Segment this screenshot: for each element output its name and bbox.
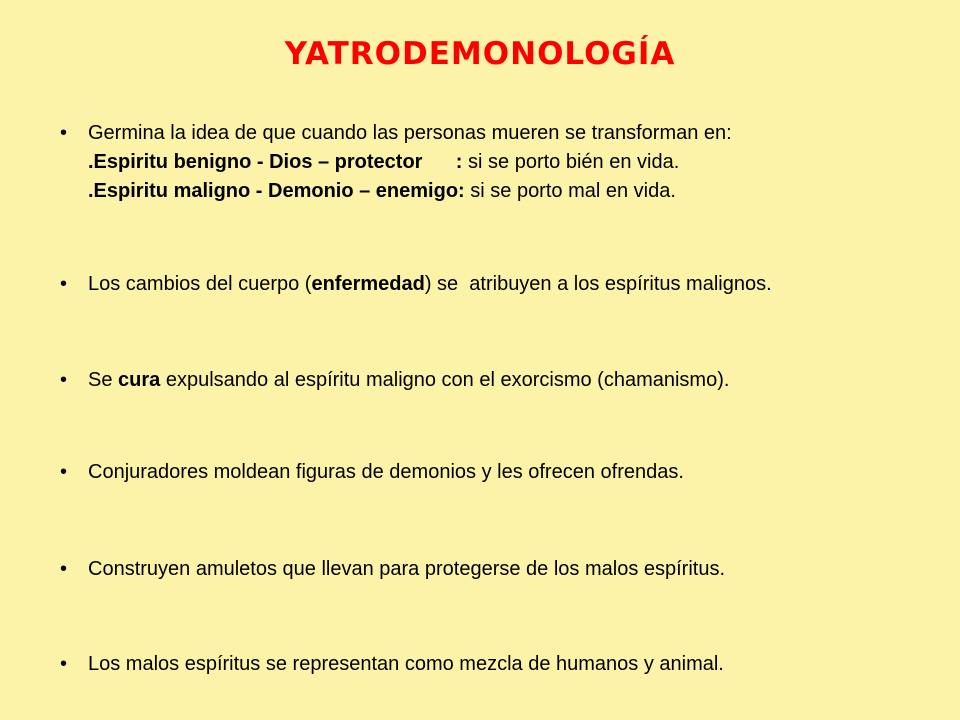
bullet-dot: • xyxy=(60,461,68,483)
intro-line-2-rest: si se porto bién en vida. xyxy=(462,151,680,173)
bullet-2-bold: enfermedad xyxy=(311,273,425,295)
bullet-5-line: Construyen amuletos que llevan para protegerse de los malos espíritus. xyxy=(88,558,726,580)
intro-line-3 xyxy=(88,177,938,206)
bullet-3-post: expulsando al espíritu maligno con el exorcismo (chamanismo). xyxy=(160,369,730,391)
bullet-dot: • xyxy=(60,273,68,295)
bullet-2-line xyxy=(88,270,938,299)
intro-line-1: Germina la idea de que cuando las personas mueren se transforman en: xyxy=(88,122,732,144)
bullet-text xyxy=(88,650,938,679)
bullet-3-bold: cura xyxy=(118,369,161,391)
slide-title: yatrodemonología xyxy=(284,24,676,75)
bullet-dot: • xyxy=(60,653,68,675)
bullet-text xyxy=(88,366,938,395)
bullet-text xyxy=(88,270,938,299)
bullet-text xyxy=(88,555,938,584)
intro-line-2-bold: .Espiritu benigno - Dios – protector : xyxy=(88,151,463,173)
bullet-2-post: ) se atribuyen a los espíritus malignos. xyxy=(424,273,772,295)
bullet-4-line: Conjuradores moldean figuras de demonios y les ofrecen ofrendas. xyxy=(88,461,684,483)
bullet-dot: • xyxy=(60,369,68,391)
intro-line-3-bold: .Espiritu maligno - Demonio – enemigo: xyxy=(88,180,465,202)
bullet-3-pre: Se xyxy=(88,369,119,391)
bullet-6-line: Los malos espíritus se representan como mezcla de humanos y animal. xyxy=(88,653,724,675)
bullet-text xyxy=(88,119,938,206)
bullet-2-pre: Los cambios del cuerpo ( xyxy=(88,273,312,295)
bullet-dot: • xyxy=(60,558,68,580)
bullet-dot: • xyxy=(60,122,68,144)
intro-line-3-rest: si se porto mal en vida. xyxy=(464,180,676,202)
bullet-3-line xyxy=(88,366,938,395)
intro-line-2 xyxy=(88,148,938,177)
bullet-text xyxy=(88,458,938,487)
